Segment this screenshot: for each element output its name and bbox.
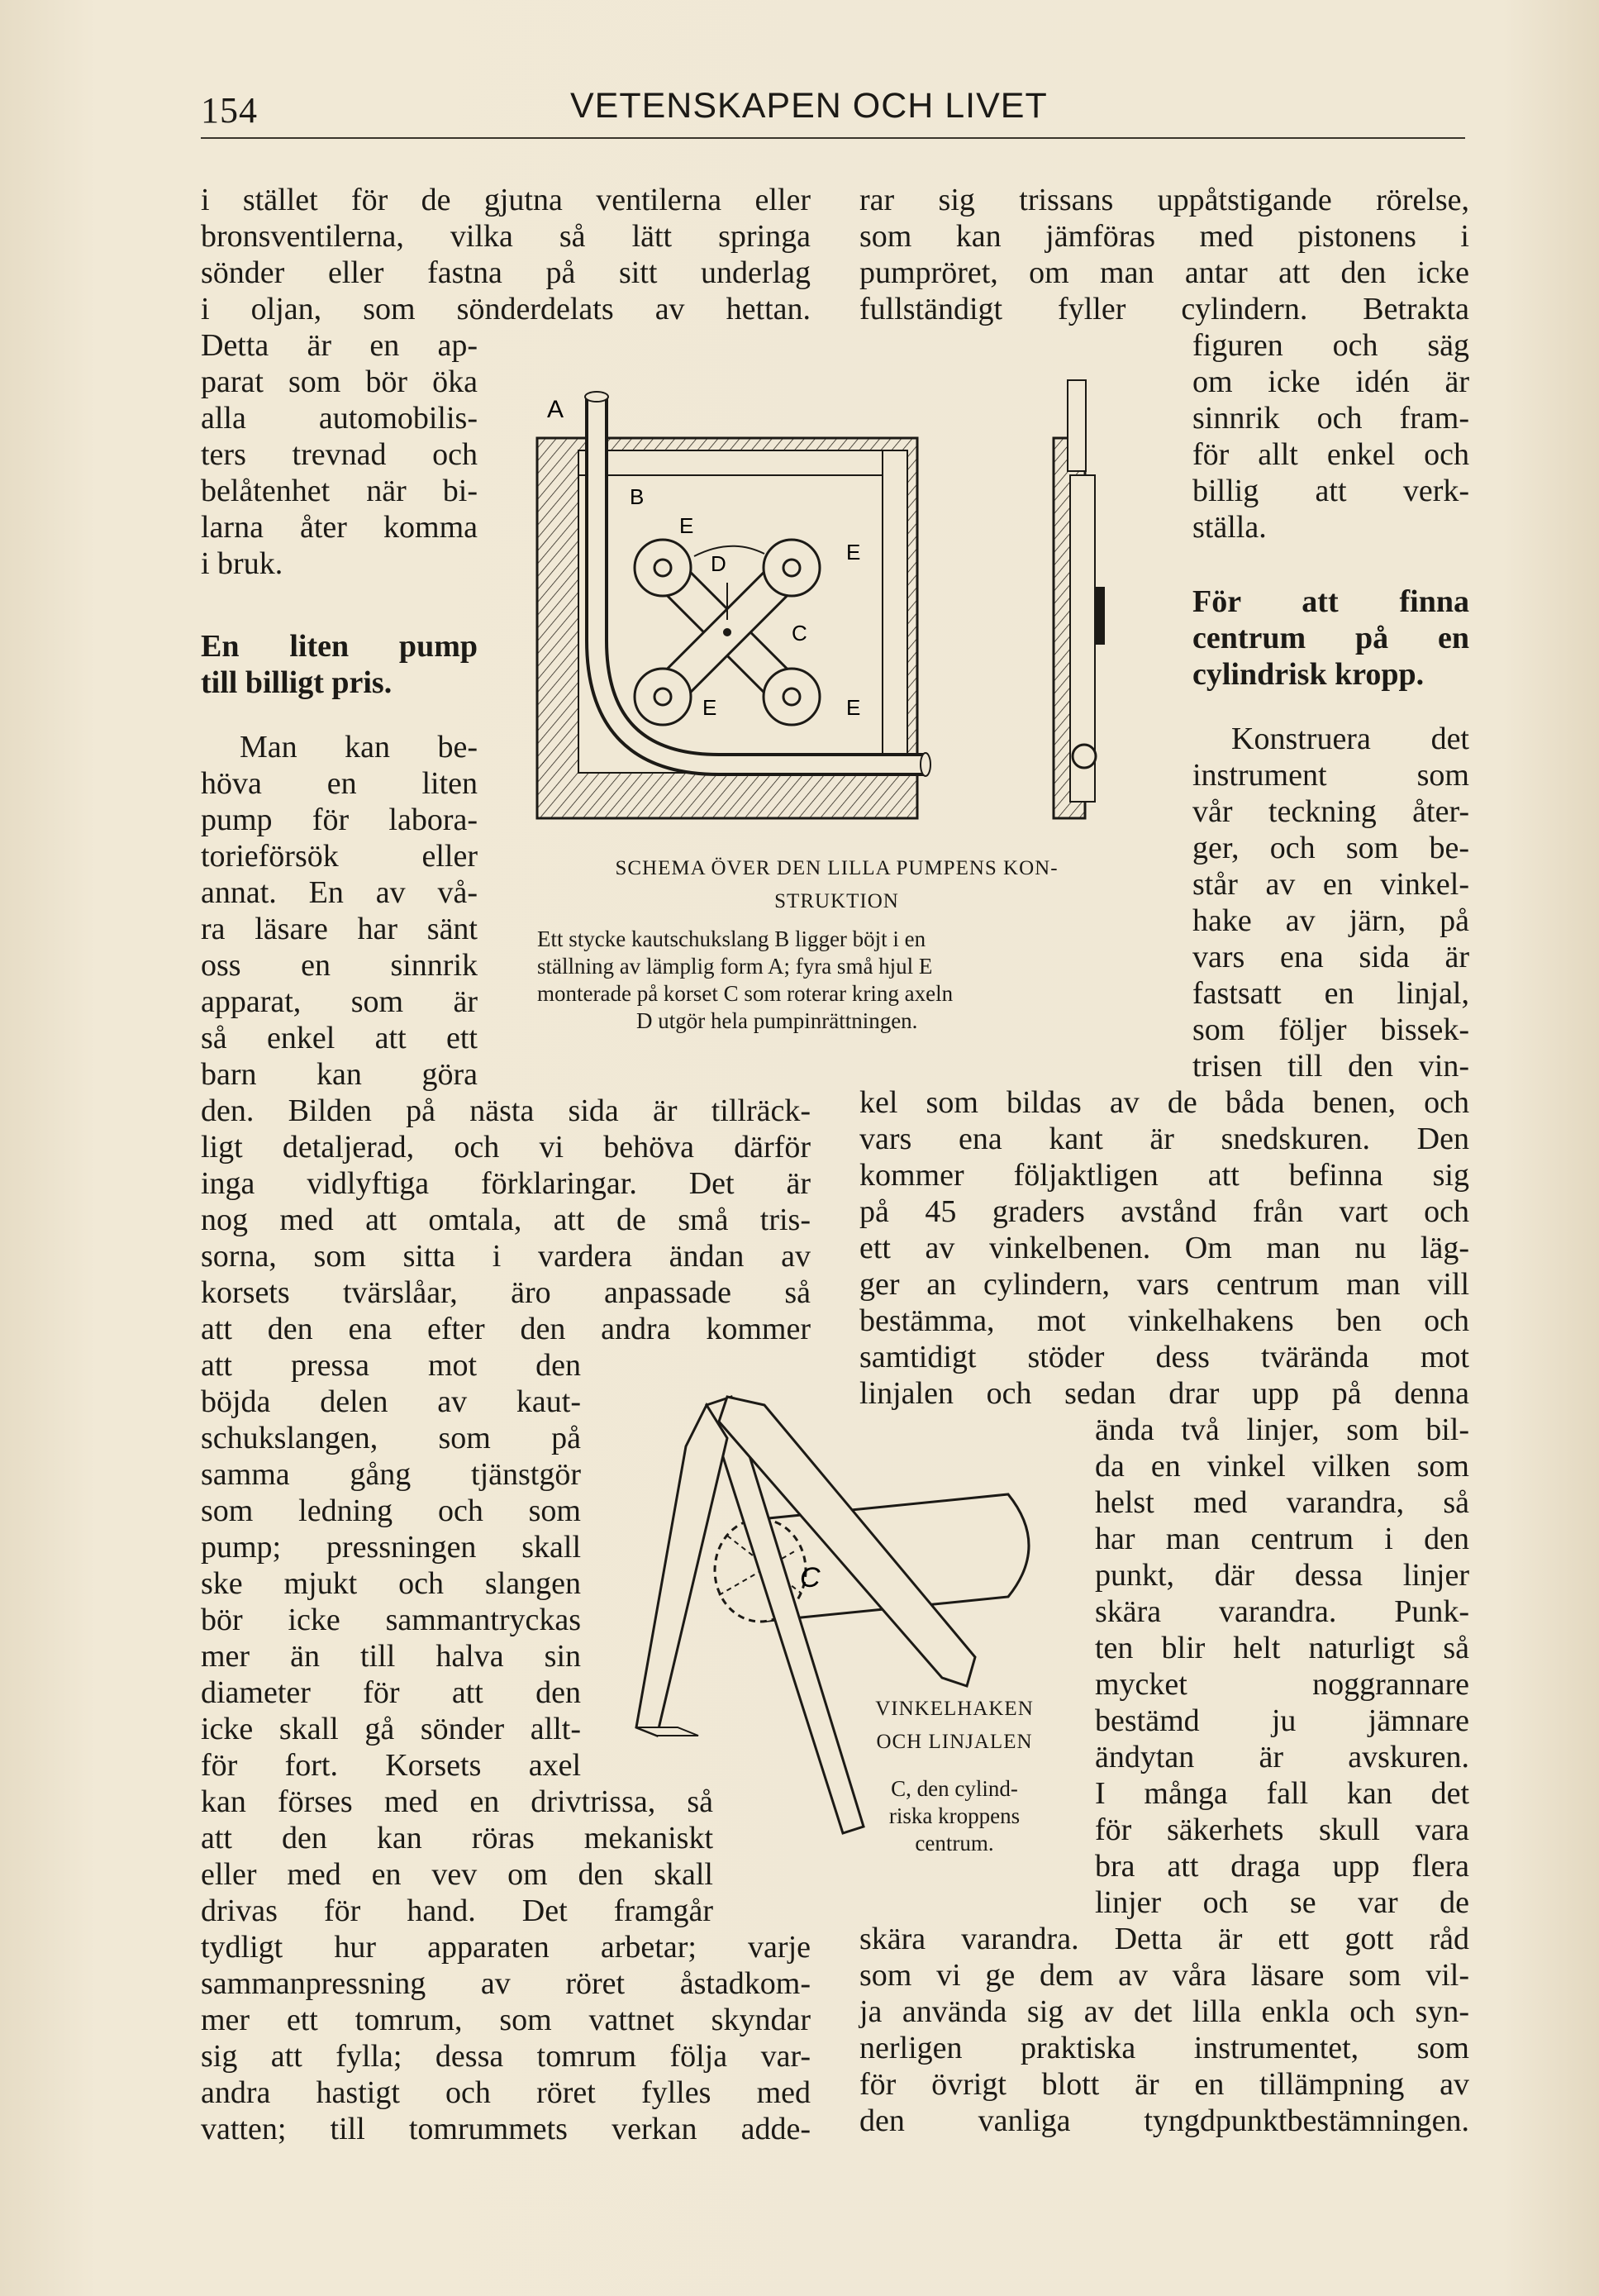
text-line: som följer bissek-	[1192, 1012, 1469, 1047]
figure-title: STRUKTION	[774, 890, 899, 912]
text-line: barn kan göra	[201, 1057, 478, 1092]
frame-top-strip	[578, 450, 883, 475]
text-line: vars ena kant är snedskuren. Den	[859, 1122, 1469, 1156]
text-line: vår teckning åter-	[1192, 794, 1469, 829]
text-line: ra läsare har sänt	[201, 912, 478, 946]
figure-title: OCH LINJALEN	[876, 1731, 1033, 1753]
text-line: pump; pressningen skall	[201, 1530, 581, 1565]
label-c: C	[800, 1562, 821, 1593]
text-line: skära varandra. Detta är ett gott råd	[859, 1922, 1469, 1956]
square-leg-end	[636, 1727, 698, 1736]
figure-caption: centrum.	[915, 1831, 994, 1855]
text-line: den. Bilden på nästa sida är tillräck-	[201, 1093, 811, 1128]
text-line: oss en sinnrik	[201, 948, 478, 983]
text-line: i bruk.	[201, 546, 283, 581]
text-line: I många fall kan det	[1095, 1776, 1469, 1811]
text-line: kel som bildas av de båda benen, och	[859, 1085, 1469, 1120]
text-line: ger, och som be-	[1192, 831, 1469, 865]
text-line: sig att fylla; dessa tomrum följa var-	[201, 2039, 811, 2074]
text-line: alla automobilis-	[201, 401, 478, 436]
text-line: Detta är en ap-	[201, 328, 478, 363]
text-line: mycket noggrannare	[1095, 1667, 1469, 1702]
text-line: böjda delen av kaut-	[201, 1384, 581, 1419]
section-heading: till billigt pris.	[201, 665, 393, 700]
text-line: helst med varandra, så	[1095, 1485, 1469, 1520]
running-header: VETENSKAPEN OCH LIVET	[570, 86, 1048, 126]
label-c: C	[792, 621, 807, 645]
text-line: ters trevnad och	[201, 437, 478, 472]
text-line: punkt, där dessa linjer	[1095, 1558, 1469, 1593]
text-line: figuren och säg	[1192, 328, 1469, 363]
text-line: för säkerhets skull vara	[1095, 1813, 1469, 1847]
text-line: att den kan röras mekaniskt	[201, 1821, 713, 1855]
side-view-wheel	[1095, 587, 1105, 645]
label-e: E	[702, 695, 717, 720]
text-line: annat. En av vå-	[201, 875, 478, 910]
label-e: E	[846, 540, 861, 564]
text-line: som ledning och som	[201, 1493, 581, 1528]
text-line: ja använda sig av det lilla enkla och syn-	[859, 1994, 1469, 2029]
text-line: i stället för de gjutna ventilerna eller	[201, 183, 811, 217]
label-b: B	[630, 484, 645, 509]
text-line: på 45 graders avstånd från vart och	[859, 1194, 1469, 1229]
text-line: bra att draga upp flera	[1095, 1849, 1469, 1884]
text-line: parat som bör öka	[201, 364, 478, 399]
figure-caption: Ett stycke kautschukslang B ligger böjt i en	[537, 926, 926, 951]
text-line: icke skall gå sönder allt-	[201, 1712, 581, 1746]
text-line: inga vidlyftiga förklaringar. Det är	[201, 1166, 811, 1201]
text-line: torieförsök eller	[201, 839, 478, 874]
text-line: om icke idén är	[1192, 364, 1469, 399]
text-line: nog med att omtala, att de små tris-	[201, 1203, 811, 1237]
text-line: bronsventilerna, vilka så lätt springa	[201, 219, 811, 254]
text-line: ändytan är avskuren.	[1095, 1740, 1469, 1774]
figure-caption: monterade på korset C som roterar kring axeln	[537, 981, 954, 1006]
text-line: som vi ge dem av våra läsare som vil-	[859, 1958, 1469, 1993]
text-line: fastsatt en linjal,	[1192, 976, 1469, 1011]
text-line: schukslangen, som på	[201, 1421, 581, 1455]
label-d: D	[711, 551, 726, 576]
text-line: larna åter komma	[201, 510, 478, 545]
text-line: mer ett tomrum, som vattnet skyndar	[201, 2003, 811, 2037]
section-heading: cylindrisk kropp.	[1192, 657, 1425, 692]
text-line: eller med en vev om den skall	[201, 1857, 713, 1892]
side-view-tube-end	[1073, 745, 1096, 768]
page-number: 154	[201, 90, 258, 131]
text-line: mer än till halva sin	[201, 1639, 581, 1674]
text-line: hake av järn, på	[1192, 903, 1469, 938]
text-line: sorna, som sitta i vardera ändan av	[201, 1239, 811, 1274]
text-line: samtidigt stöder dess tvärända mot	[859, 1340, 1469, 1374]
text-line: skära varandra. Punk-	[1095, 1594, 1469, 1629]
text-line: sinnrik och fram-	[1192, 401, 1469, 436]
text-line: för övrigt blott är en tillämpning av	[859, 2067, 1469, 2102]
figure-title: SCHEMA ÖVER DEN LILLA PUMPENS KON-	[615, 857, 1059, 879]
text-line: instrument som	[1192, 758, 1469, 793]
text-line: korsets tvärslåar, äro anpassade så	[201, 1275, 811, 1310]
figure-caption: riska kroppens	[888, 1803, 1021, 1828]
text-line: belåtenhet när bi-	[201, 474, 478, 508]
text-line: sönder eller fastna på sitt underlag	[201, 255, 811, 290]
text-line: bestämd ju jämnare	[1095, 1703, 1469, 1738]
text-line: Konstruera det	[1231, 722, 1469, 756]
figure-caption: D utgör hela pumpinrättningen.	[636, 1008, 918, 1033]
figure-caption: ställning av lämplig form A; fyra små hjul E	[537, 954, 933, 979]
tube-end-right	[921, 753, 930, 776]
text-line: för fort. Korsets axel	[201, 1748, 581, 1783]
pump-schematic-figure	[529, 368, 1124, 839]
text-line: linjalen och sedan drar upp på denna	[859, 1376, 1469, 1411]
text-line: fullständigt fyller cylindern. Betrakta	[859, 292, 1469, 326]
text-line: ger an cylindern, vars centrum man vill	[859, 1267, 1469, 1302]
text-line: andra hastigt och röret fylles med	[201, 2075, 811, 2110]
text-line: bestämma, mot vinkelhakens ben och	[859, 1303, 1469, 1338]
text-line: samma gång tjänstgör	[201, 1457, 581, 1492]
figure-caption: C, den cylind-	[891, 1776, 1018, 1801]
text-line: trisen till den vin-	[1192, 1049, 1469, 1084]
text-line: som kan jämföras med pistonens i	[859, 219, 1469, 254]
text-line: rar sig trissans uppåtstigande rörelse,	[859, 183, 1469, 217]
text-line: vatten; till tomrummets verkan adde-	[201, 2112, 811, 2146]
text-line: står av en vinkel-	[1192, 867, 1469, 902]
text-line: kommer följaktligen att befinna sig	[859, 1158, 1469, 1193]
text-line: ske mjukt och slangen	[201, 1566, 581, 1601]
text-line: ten blir helt naturligt så	[1095, 1631, 1469, 1665]
text-line: pumpröret, om man antar att den icke	[859, 255, 1469, 290]
text-line: höva en liten	[201, 766, 478, 801]
side-view-tube	[1068, 380, 1086, 471]
text-line: för allt enkel och	[1192, 437, 1469, 472]
text-line: har man centrum i den	[1095, 1522, 1469, 1556]
text-line: drivas för hand. Det framgår	[201, 1893, 713, 1928]
text-line: diameter för att den	[201, 1675, 581, 1710]
text-line: linjer och se var de	[1095, 1885, 1469, 1920]
label-a: A	[547, 396, 564, 423]
text-line: sammanpressning av röret åstadkom-	[201, 1966, 811, 2001]
header-rule	[201, 137, 1465, 139]
axle-d	[723, 628, 731, 636]
frame-right-strip	[883, 450, 907, 773]
text-line: den vanliga tyngdpunktbestämningen.	[859, 2103, 1469, 2138]
text-line: ställa.	[1192, 510, 1267, 545]
text-line: nerligen praktiska instrumentet, som	[859, 2031, 1469, 2065]
section-heading: centrum på en	[1192, 621, 1469, 655]
label-e: E	[679, 513, 694, 538]
text-line: billig att verk-	[1192, 474, 1469, 508]
text-line: pump för labora-	[201, 803, 478, 837]
section-heading: För att finna	[1192, 584, 1469, 619]
text-line: ända två linjer, som bil-	[1095, 1412, 1469, 1447]
figure-title: VINKELHAKEN	[875, 1698, 1034, 1720]
text-line: vars ena sida är	[1192, 940, 1469, 974]
text-line: kan förses med en drivtrissa, så	[201, 1784, 713, 1819]
text-line: Man kan be-	[240, 730, 478, 765]
text-line: så enkel att ett	[201, 1021, 478, 1055]
text-line: tydligt hur apparaten arbetar; varje	[201, 1930, 811, 1965]
text-line: ligt detaljerad, och vi behöva därför	[201, 1130, 811, 1165]
text-line: ett av vinkelbenen. Om man nu läg-	[859, 1231, 1469, 1265]
section-heading: En liten pump	[201, 629, 478, 664]
text-line: bör icke sammantryckas	[201, 1603, 581, 1637]
text-line: att den ena efter den andra kommer	[201, 1312, 811, 1346]
tube-end-top	[585, 392, 608, 402]
text-line: i oljan, som sönderdelats av hettan.	[201, 292, 811, 326]
text-line: apparat, som är	[201, 984, 478, 1019]
text-line: att pressa mot den	[201, 1348, 581, 1383]
label-e: E	[846, 695, 861, 720]
text-line: da en vinkel vilken som	[1095, 1449, 1469, 1484]
